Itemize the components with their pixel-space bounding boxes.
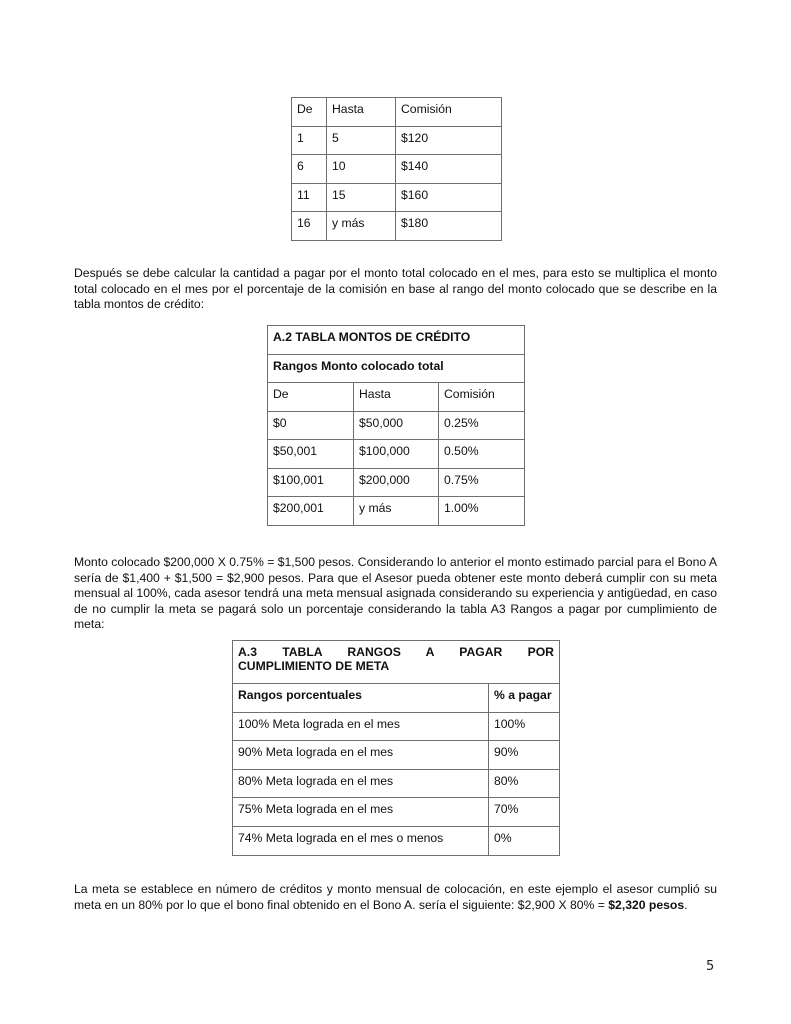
- table-cell: $180: [396, 212, 502, 241]
- table-row: [292, 212, 502, 241]
- table-cell: y más: [327, 212, 396, 241]
- paragraph-bono-a-calculation: Monto colocado $200,000 X 0.75% = $1,500 pesos. Considerando lo anterior el monto estimado parcial para el Bono A sería de $1,400 + $1,500 = $2,900 pesos. Para que el Asesor pueda obtener este monto deberá cumplir con su meta mensual al 100%, cada asesor tendrá una meta mensual asignada considerando su experiencia y antigüedad, en caso de no cumplir la meta se pagará solo un porcentaje considerando la tabla A3 Rangos a pagar por cumplimiento de meta:: [74, 555, 717, 631]
- table-cell: 6: [292, 155, 327, 184]
- table-cell: y más: [354, 497, 439, 526]
- table-cell: 16: [292, 212, 327, 241]
- table-cell: 100%: [489, 713, 560, 741]
- table-cell: 74% Meta lograda en el mes o menos: [233, 827, 489, 856]
- table-title-row: [268, 326, 525, 355]
- table-row: [268, 440, 525, 469]
- paragraph-credit-amount-intro: Después se debe calcular la cantidad a pagar por el monto total colocado en el mes, para esto se multiplica el monto total colocado en el mes por el porcentaje de la comisión en base al rango del monto colocado que se describe en la tabla montos de crédito:: [74, 266, 717, 311]
- table-cell: $200,000: [354, 469, 439, 497]
- table-cell: $120: [396, 127, 502, 155]
- goal-payment-ranges-table: [232, 640, 560, 856]
- table-cell: 0.75%: [439, 469, 525, 497]
- table-cell: 1: [292, 127, 327, 155]
- table-title: [233, 641, 560, 684]
- table-cell: 75% Meta lograda en el mes: [233, 798, 489, 827]
- table-cell: 90%: [489, 741, 560, 770]
- table-row: [268, 497, 525, 526]
- header-cell: Comisión: [396, 98, 502, 127]
- table-cell: 70%: [489, 798, 560, 827]
- final-bonus-text: La meta se establece en número de créditos y monto mensual de colocación, en este ejemplo el asesor cumplió su meta en un 80% por lo que el bono final obtenido en el Bono A. sería el siguiente: $2,900 X 80% =: [74, 882, 717, 912]
- table-subtitle: Rangos Monto colocado total: [268, 355, 525, 383]
- table-cell: 10: [327, 155, 396, 184]
- final-bonus-amount: $2,320 pesos: [608, 897, 685, 912]
- page-number: 5: [706, 959, 715, 974]
- table-row: [233, 827, 560, 856]
- table-cell: 0%: [489, 827, 560, 856]
- paragraph-final-bonus: [74, 882, 717, 913]
- table-cell: 80%: [489, 770, 560, 798]
- header-cell: % a pagar: [489, 684, 560, 713]
- table-cell: $160: [396, 184, 502, 212]
- table-header-row: [268, 383, 525, 412]
- header-cell: Rangos porcentuales: [233, 684, 489, 713]
- table-title: A.2 TABLA MONTOS DE CRÉDITO: [268, 326, 525, 355]
- table-cell: $0: [268, 412, 354, 440]
- table-cell: 1.00%: [439, 497, 525, 526]
- table-row: [233, 798, 560, 827]
- table-row: [268, 469, 525, 497]
- table-row: [292, 155, 502, 184]
- table-cell: 15: [327, 184, 396, 212]
- table-header-row: [292, 98, 502, 127]
- table-cell: 80% Meta lograda en el mes: [233, 770, 489, 798]
- credit-amount-table: [267, 325, 525, 526]
- table-cell: 0.25%: [439, 412, 525, 440]
- header-cell: De: [268, 383, 354, 412]
- table-cell: 5: [327, 127, 396, 155]
- table-row: [233, 713, 560, 741]
- table-cell: 90% Meta lograda en el mes: [233, 741, 489, 770]
- table-row: [268, 412, 525, 440]
- table-cell: $50,000: [354, 412, 439, 440]
- header-cell: Hasta: [327, 98, 396, 127]
- table-cell: 100% Meta lograda en el mes: [233, 713, 489, 741]
- header-cell: Hasta: [354, 383, 439, 412]
- table-cell: 11: [292, 184, 327, 212]
- header-cell: Comisión: [439, 383, 525, 412]
- table-cell: $200,001: [268, 497, 354, 526]
- table-row: [292, 127, 502, 155]
- table-cell: $100,001: [268, 469, 354, 497]
- table-header-row: [233, 684, 560, 713]
- table-cell: $140: [396, 155, 502, 184]
- table-cell: $100,000: [354, 440, 439, 469]
- table-cell: $50,001: [268, 440, 354, 469]
- header-cell: De: [292, 98, 327, 127]
- table-title-line-1: A.3 TABLA RANGOS A PAGAR POR: [238, 645, 554, 659]
- table-title-row: [233, 641, 560, 684]
- table-row: [233, 741, 560, 770]
- table-cell: 0.50%: [439, 440, 525, 469]
- final-bonus-period: .: [684, 897, 688, 912]
- table-title-line-2: CUMPLIMIENTO DE META: [238, 659, 390, 673]
- table-row: [292, 184, 502, 212]
- table-subtitle-row: [268, 355, 525, 383]
- commission-count-table: [291, 97, 502, 241]
- table-row: [233, 770, 560, 798]
